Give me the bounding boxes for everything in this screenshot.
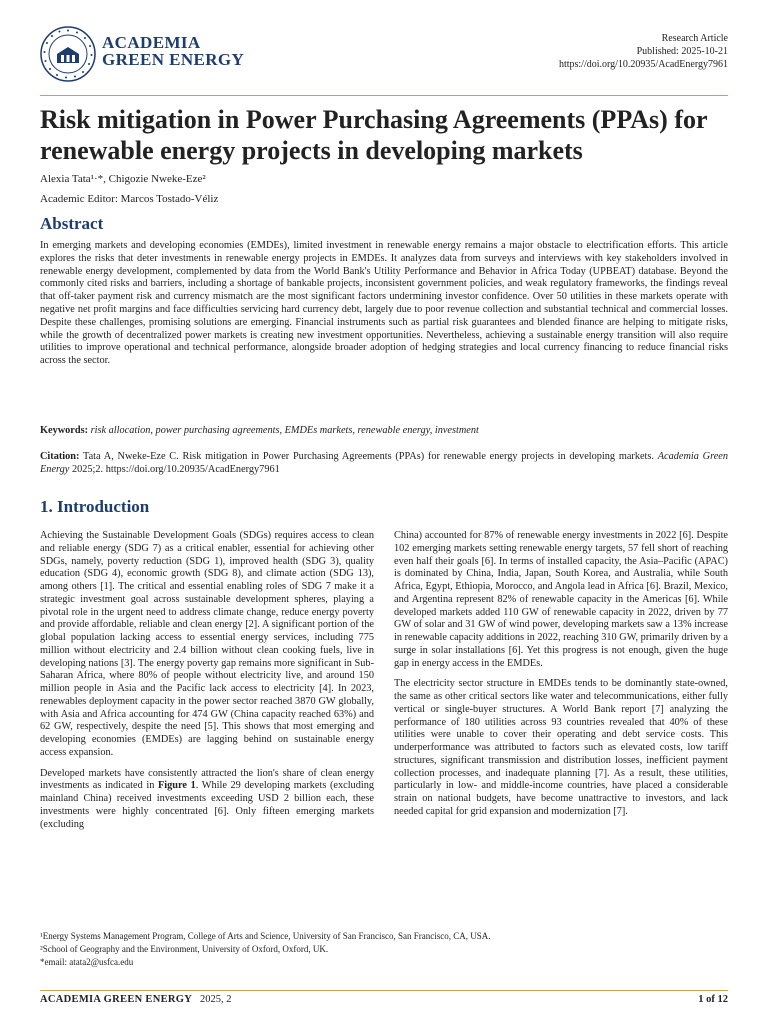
journal-name-line2: GREEN ENERGY: [102, 50, 245, 69]
footnote-email[interactable]: *email: atata2@usfca.edu: [40, 957, 134, 967]
footnote-affiliation-1: ¹Energy Systems Management Program, College of Arts and Science, University of San Francisco, San Francisco, CA, USA.: [40, 931, 491, 941]
citation-rest[interactable]: 2025;2. https://doi.org/10.20935/AcadEnergy7961: [71, 464, 280, 475]
introduction-heading: 1. Introduction: [40, 497, 150, 516]
citation-label: Citation:: [40, 451, 80, 462]
footer-volume: 2025, 2: [200, 994, 232, 1005]
article-title: Risk mitigation in Power Purchasing Agreements (PPAs) for renewable energy projects in developing markets: [40, 105, 708, 165]
intro-paragraph-4: The electricity sector structure in EMDEs tends to be dominantly state-owned, the same as other critical sectors like water and telecommunications, either fully vertical or single-buyer structures. A World Bank report [7] analyzing the performance of 180 utilities across 93 countries revealed that 40% of these utilities were unable to cover their operating and debt service costs. This underperformance was attributed to factors such as elevated costs, low tariff structures, significant transmission and distribution losses, inefficient payment collection processes, and inadequate planning [7]. As a result, these utilities, particularly in low- and middle-income countries, have placed a considerable strain on national budgets, have become unattractive to investors, and lack needed capital for grid expansion and modernization [7].: [394, 678, 728, 817]
citation-text: Tata A, Nweke-Eze C. Risk mitigation in Power Purchasing Agreements (PPAs) for renewable energy projects in developing markets.: [83, 451, 654, 462]
footer-journal-name: ACADEMIA GREEN ENERGY: [40, 994, 193, 1005]
published-date: Published: 2025-10-21: [636, 46, 728, 57]
figure-1-reference[interactable]: Figure 1: [157, 780, 196, 792]
intro-paragraph-2-end: . While 29 developing markets (excluding mainland China) received investments exceeding USD 2 billion each, these investments were highly concentrated [6]. Only fifteen emerging markets (excluding: [40, 780, 375, 830]
footer-journal: [40, 994, 232, 1005]
doi-link[interactable]: https://doi.org/10.20935/AcadEnergy7961: [558, 59, 728, 70]
intro-paragraph-2-start: Developed markets have consistently attracted the lion's share of clean energy investments as indicated in: [40, 767, 374, 792]
footnotes: [40, 930, 728, 969]
abstract-text: In emerging markets and developing economies (EMDEs), limited investment in renewable energy remains a major obstacle to electrification efforts. This article explores the risks that deter investments in renewable energy projects in EMDEs. It analyzes data from surveys and interviews with key stakeholders involved in renewable energy development, complemented by data from the World Bank's Utility Performance and Behavior in Africa Today (UPBEAT) database. Beyond the commonly cited risks and barriers, including a shortage of bankable projects, inconsistent government policies, and weak regulatory frameworks, the findings reveal that off-taker payment risk and currency mismatch are the most significant factors undermining investor confidence. Over 50 utilities in these markets operate with negative net profit margins and face difficulties servicing hard currency debt, largely due to poor revenue collection and substantial technical and commercial losses. Despite these challenges, promising solutions are emerging. Financial instruments such as partial risk guarantees and blended finance are helping to mitigate risks, while the growth of decentralized power markets is creating new investment opportunities. Nevertheless, achieving a sustainable energy transition will also require utilities to improve operational and technical performance, alongside broader adoption of hedging strategies and local currency financing to reduce financial risks across the sector.: [40, 240, 728, 367]
footnote-affiliation-2: ²School of Geography and the Environment, University of Oxford, Oxford, UK.: [40, 944, 329, 954]
article-type: Research Article: [661, 33, 728, 44]
intro-paragraph-3: China) accounted for 87% of renewable energy investments in 2022 [6]. Despite 102 emerging markets setting renewable energy targets, 57 fell short of reaching even half their goals [6]. In terms of installed capacity, the Asia–Pacific (APAC) is dominated by China, India, Japan, South Korea, and Australia, while South Africa, Egypt, Ethiopia, Morocco, and Angola lead in Africa [6]. Brazil, Mexico, and Argentina represent 82% of renewable capacity in the Americas [6]. While developed markets added 110 GW of renewable capacity in 2022, driven by 77 GW of solar and 31 GW of wind power, developing markets saw a 13% increase in renewable capacity additions in 2022, reaching 310 GW, primarily driven by a surge in solar installations [6]. Yet this progress is not enough, given the huge gap in energy access in the EMDEs.: [394, 530, 728, 669]
page-number: 1 of 12: [698, 994, 728, 1005]
journal-header: [40, 26, 728, 86]
journal-name: [102, 34, 244, 68]
author-list: Alexia Tata¹·*, Chigozie Nweke-Eze²: [40, 173, 206, 185]
academic-editor: Academic Editor: Marcos Tostado-Véliz: [40, 193, 219, 205]
intro-paragraph-2: [40, 768, 374, 832]
keywords-label: Keywords:: [40, 425, 89, 436]
keywords: [40, 424, 728, 437]
abstract-heading: Abstract: [40, 214, 104, 233]
article-meta: [559, 32, 728, 71]
journal-name-line1: ACADEMIA: [102, 33, 201, 52]
citation-journal: Academia Green Energy: [40, 451, 729, 475]
body-column-right: [394, 530, 728, 827]
keywords-list: risk allocation, power purchasing agreements, EMDEs markets, renewable energy, investment: [90, 425, 479, 436]
intro-paragraph-1: Achieving the Sustainable Development Goals (SDGs) requires access to clean and reliable energy (SDG 7) as a critical enabler, essential for achieving other SDGs, namely, poverty reduction (SDG 1), improved health (SDG 3), quality education (SDG 4), economic growth (SDG 8), and climate action (SDG 13), among others [1]. The critical and essential enabling roles of SDG 7 make it a strategic investment goal across sustainable development spheres, playing a pivotal role in the urgent need to address climate change, reduce energy poverty and provide affordable, reliable and clean energy [2]. A significant portion of the global population lacking access to essential energy services, including 775 million without electricity and 2.4 billion without clean cooking fuels, live in developing nations [3]. The energy poverty gap remains more significant in Sub-Saharan Africa, where 80% of people without electricity live, and around 150 million people in Asia and the Pacific lack access to electricity [4]. In 2023, renewables deployment capacity in the power sector reached 3870 GW globally, with Asia and Africa accounting for 474 GW (China capacity reached 63%) and 62 GW, respectively, despite the need [5]. This shows that most emerging and developing economies (EMDEs) are lagging behind on sustainable energy access expansion.: [40, 530, 374, 758]
citation: [40, 450, 728, 476]
journal-seal-logo: [40, 26, 96, 82]
body-column-left: [40, 530, 374, 839]
footer-divider: [40, 990, 728, 991]
header-divider: [40, 95, 728, 96]
